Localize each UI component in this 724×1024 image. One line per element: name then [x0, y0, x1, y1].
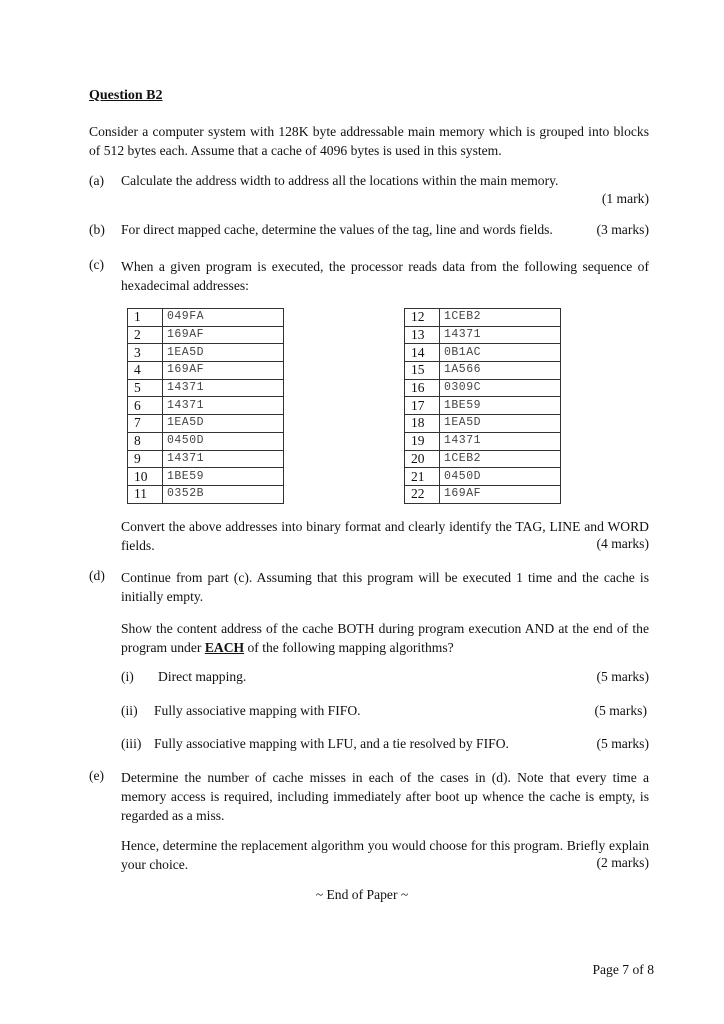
subpart-i-text: Direct mapping.: [158, 669, 247, 684]
hex-address: 0309C: [440, 379, 561, 397]
address-row: [405, 326, 561, 344]
part-c-marks: (4 marks): [596, 536, 649, 551]
part-d-instructions-post: of the following mapping algorithms?: [247, 640, 454, 655]
part-c-followup-text: Convert the above addresses into binary format and clearly identify the TAG, LINE and WORD fields.: [121, 519, 649, 553]
hex-address: 14371: [163, 450, 284, 468]
part-b: [89, 222, 649, 242]
address-row: [405, 397, 561, 415]
hex-address: 14371: [163, 397, 284, 415]
hex-address: 049FA: [163, 309, 284, 327]
address-row: [405, 379, 561, 397]
address-index: 12: [405, 309, 440, 327]
hex-address: 14371: [440, 326, 561, 344]
hex-address: 169AF: [163, 362, 284, 380]
hex-address: 1BE59: [163, 468, 284, 486]
address-row: [405, 309, 561, 327]
address-row: [405, 415, 561, 433]
part-c-text: When a given program is executed, the processor reads data from the following sequence of hexadecimal addresses:: [121, 259, 649, 293]
hex-address: 14371: [163, 379, 284, 397]
address-index: 8: [128, 432, 163, 450]
address-index: 7: [128, 415, 163, 433]
subpart-iii-label: (iii): [121, 736, 142, 751]
address-row: [405, 450, 561, 468]
address-row: [128, 432, 284, 450]
subpart-iii-marks: (5 marks): [596, 736, 649, 751]
address-row: [128, 309, 284, 327]
address-index: 14: [405, 344, 440, 362]
subpart-i-marks: (5 marks): [596, 669, 649, 684]
part-b-label: (b): [89, 222, 105, 237]
subpart-iii-text: Fully associative mapping with LFU, and a tie resolved by FIFO.: [154, 736, 509, 751]
part-d-label: (d): [89, 568, 105, 583]
address-row: [128, 485, 284, 503]
hex-address: 1A566: [440, 362, 561, 380]
address-row: [405, 485, 561, 503]
address-table-left: [127, 308, 284, 504]
address-row: [128, 468, 284, 486]
address-index: 16: [405, 379, 440, 397]
hex-address: 0B1AC: [440, 344, 561, 362]
part-c-followup: [121, 517, 649, 555]
address-row: [405, 432, 561, 450]
address-row: [405, 362, 561, 380]
address-row: [128, 379, 284, 397]
part-a-marks: (1 mark): [601, 191, 649, 206]
part-e-marks: (2 marks): [596, 855, 649, 870]
address-index: 5: [128, 379, 163, 397]
address-row: [128, 397, 284, 415]
address-index: 11: [128, 485, 163, 503]
subpart-i-label: (i): [121, 669, 134, 684]
address-row: [128, 362, 284, 380]
page-number: Page 7 of 8: [592, 962, 654, 977]
part-d-instructions-emphasis: EACH: [204, 640, 245, 655]
address-index: 1: [128, 309, 163, 327]
question-intro: Consider a computer system with 128K byte addressable main memory which is grouped into blocks of 512 bytes each. Assume that a cache of 4096 bytes is used in this system.: [89, 124, 649, 158]
part-e-followup: [121, 836, 649, 874]
hex-address: 169AF: [440, 485, 561, 503]
part-a: [89, 173, 649, 213]
hex-address: 1EA5D: [163, 344, 284, 362]
part-d-subpart-i: [121, 669, 649, 689]
address-index: 4: [128, 362, 163, 380]
hex-address: 1EA5D: [440, 415, 561, 433]
part-e-followup-text: Hence, determine the replacement algorithm you would choose for this program. Briefly explain your choice.: [121, 838, 649, 872]
hex-address: 169AF: [163, 326, 284, 344]
address-table-right: [404, 308, 561, 504]
address-index: 22: [405, 485, 440, 503]
part-c: [89, 257, 649, 295]
hex-address: 1CEB2: [440, 309, 561, 327]
address-index: 15: [405, 362, 440, 380]
subpart-ii-marks: (5 marks): [594, 703, 647, 718]
hex-address: 1BE59: [440, 397, 561, 415]
hex-address: 1CEB2: [440, 450, 561, 468]
address-index: 20: [405, 450, 440, 468]
part-d: [89, 568, 649, 606]
part-c-label: (c): [89, 257, 105, 272]
end-of-paper: ~ End of Paper ~: [315, 887, 409, 902]
part-e: [89, 768, 649, 825]
address-index: 19: [405, 432, 440, 450]
address-index: 2: [128, 326, 163, 344]
part-d-instructions: [121, 619, 649, 657]
address-row: [405, 468, 561, 486]
part-e-label: (e): [89, 768, 105, 783]
part-d-text: Continue from part (c). Assuming that this program will be executed 1 time and the cache is initially empty.: [121, 570, 649, 604]
address-index: 17: [405, 397, 440, 415]
hex-address: 1EA5D: [163, 415, 284, 433]
hex-address: 0352B: [163, 485, 284, 503]
address-row: [128, 344, 284, 362]
hex-address: 0450D: [440, 468, 561, 486]
address-index: 6: [128, 397, 163, 415]
subpart-ii-label: (ii): [121, 703, 138, 718]
address-row: [405, 344, 561, 362]
part-a-text: Calculate the address width to address all the locations within the main memory.: [121, 173, 559, 188]
part-d-subpart-iii: [121, 736, 649, 756]
hex-address: 0450D: [163, 432, 284, 450]
address-row: [128, 415, 284, 433]
address-index: 18: [405, 415, 440, 433]
subpart-ii-text: Fully associative mapping with FIFO.: [154, 703, 361, 718]
part-e-text: Determine the number of cache misses in each of the cases in (d). Note that every time a memory access is required, including immediately after boot up whence the cache is empty, is regarded as a miss.: [121, 770, 649, 823]
part-b-marks: (3 marks): [596, 222, 649, 237]
address-row: [128, 326, 284, 344]
address-index: 3: [128, 344, 163, 362]
address-index: 21: [405, 468, 440, 486]
address-row: [128, 450, 284, 468]
part-a-label: (a): [89, 173, 105, 188]
address-index: 10: [128, 468, 163, 486]
address-index: 9: [128, 450, 163, 468]
part-d-subpart-ii: [121, 703, 647, 723]
question-title: Question B2: [89, 88, 163, 103]
hex-address: 14371: [440, 432, 561, 450]
address-index: 13: [405, 326, 440, 344]
part-b-text: For direct mapped cache, determine the values of the tag, line and words fields.: [121, 222, 553, 237]
part-d-instructions-pre: Show the content address of the cache BOTH during program execution AND at the end of the program under: [121, 621, 649, 655]
